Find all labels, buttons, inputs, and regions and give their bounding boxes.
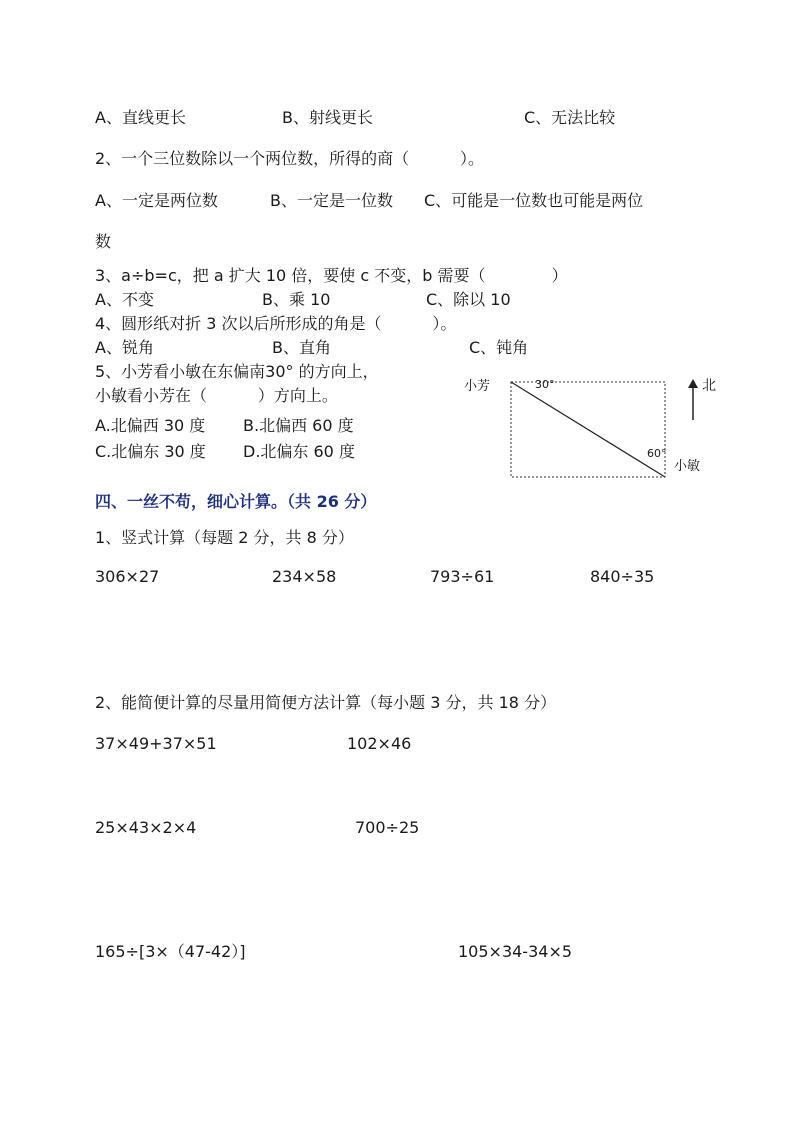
label-angle-30: 30° — [535, 378, 555, 391]
simplify-item: 105×34-34×5 — [458, 942, 573, 961]
q5-option-b: B.北偏西 60 度 — [243, 416, 354, 435]
q5-stem-line1: 5、小芳看小敏在东偏南30° 的方向上， — [95, 362, 379, 381]
q5-option-a: A.北偏西 30 度 — [95, 416, 206, 435]
section-4-title: 四、一丝不苟，细心计算。（共 26 分） — [95, 492, 377, 511]
north-arrow-icon — [688, 379, 698, 388]
q1-option-b: B、射线更长 — [282, 108, 373, 127]
simplify-item: 165÷[3×（47-42）] — [95, 942, 246, 961]
simplify-item: 25×43×2×4 — [95, 818, 197, 837]
calc-item: 306×27 — [95, 567, 160, 586]
q5-stem-line2: 小敏看小芳在（ ）方向上。 — [95, 386, 338, 405]
q4-stem: 4、圆形纸对折 3 次以后所形成的角是（ ）。 — [95, 314, 457, 333]
q3-option-a: A、不变 — [95, 290, 154, 309]
part1-title: 1、竖式计算（每题 2 分，共 8 分） — [95, 528, 354, 547]
label-north: 北 — [702, 378, 716, 394]
direction-diagram — [460, 372, 730, 484]
q2-option-a: A、一定是两位数 — [95, 191, 218, 210]
part2-title: 2、能简便计算的尽量用简便方法计算（每小题 3 分，共 18 分） — [95, 693, 557, 712]
simplify-item: 37×49+37×51 — [95, 734, 217, 753]
q2-option-b: B、一定是一位数 — [270, 191, 393, 210]
label-angle-60: 60° — [647, 447, 667, 460]
q4-option-a: A、锐角 — [95, 338, 154, 357]
q2-option-c: C、可能是一位数也可能是两位 — [424, 191, 644, 210]
calc-item: 793÷61 — [430, 567, 495, 586]
q1-option-c: C、无法比较 — [524, 108, 616, 127]
q4-option-b: B、直角 — [272, 338, 331, 357]
q3-option-b: B、乘 10 — [262, 290, 331, 309]
q1-option-a: A、直线更长 — [95, 108, 186, 127]
q2-stem: 2、一个三位数除以一个两位数，所得的商（ ）。 — [95, 149, 485, 168]
q4-option-c: C、钝角 — [469, 338, 529, 357]
calc-item: 840÷35 — [590, 567, 655, 586]
simplify-item: 700÷25 — [355, 818, 420, 837]
q3-stem: 3、a÷b=c，把 a 扩大 10 倍，要使 c 不变，b 需要（ ） — [95, 266, 568, 285]
q5-option-d: D.北偏东 60 度 — [243, 442, 355, 461]
q2-option-c-continued: 数 — [95, 232, 112, 251]
calc-item: 234×58 — [272, 567, 337, 586]
q3-option-c: C、除以 10 — [426, 290, 511, 309]
q5-option-c: C.北偏东 30 度 — [95, 442, 206, 461]
label-xiaomin: 小敏 — [674, 459, 701, 474]
label-xiaofang: 小芳 — [464, 379, 491, 394]
simplify-item: 102×46 — [347, 734, 412, 753]
diagram-diagonal-line — [511, 382, 665, 477]
